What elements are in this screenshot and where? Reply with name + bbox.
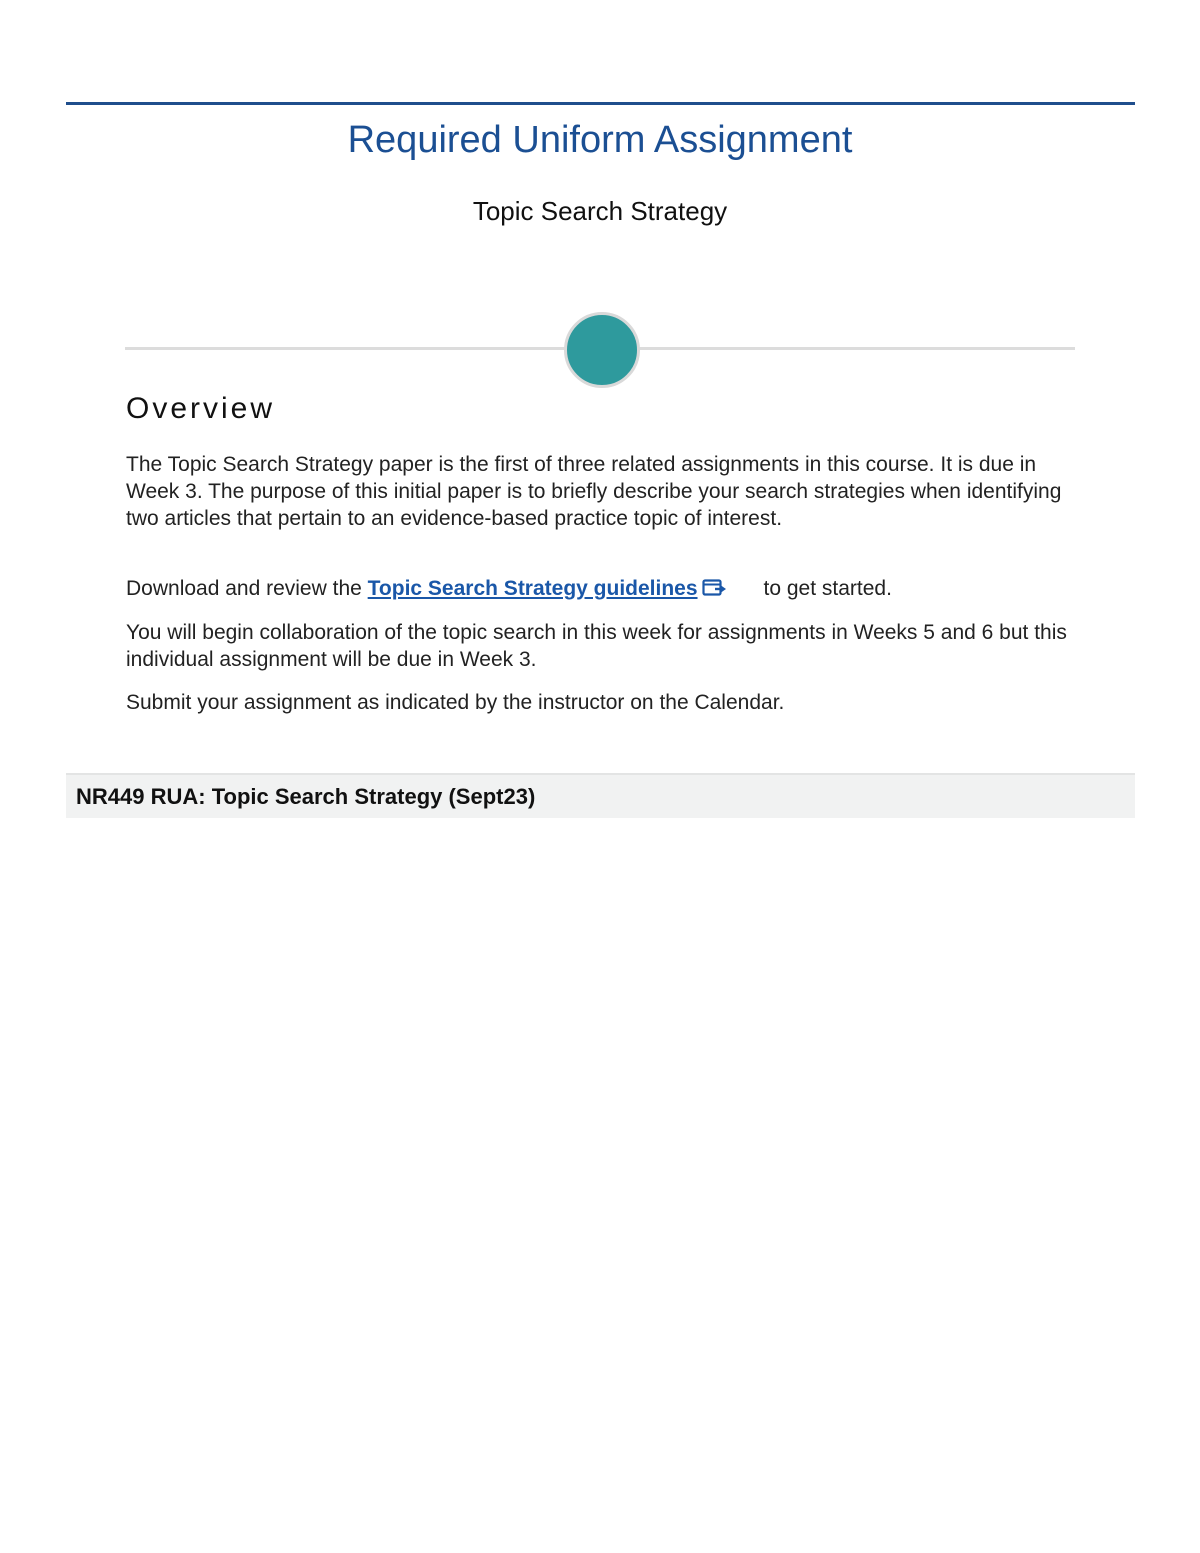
overview-paragraph-download	[126, 575, 1076, 605]
top-rule	[66, 102, 1135, 105]
overview-paragraph-collaboration: You will begin collaboration of the topic search in this week for assignments in Weeks 5 and 6 but this individual assignment will be due in Week 3.	[126, 621, 1067, 671]
overview-paragraph-intro: The Topic Search Strategy paper is the first of three related assignments in this course. It is due in Week 3. The purpose of this initial paper is to briefly describe your search strategies when identifying two articles that pertain to an evidence-based practice topic of interest.	[126, 453, 1062, 530]
external-link-icon[interactable]	[702, 578, 728, 605]
rubric-title: NR449 RUA: Topic Search Strategy (Sept23)	[76, 784, 536, 809]
page-subtitle: Topic Search Strategy	[472, 196, 728, 226]
overview-paragraph-submit: Submit your assignment as indicated by the instructor on the Calendar.	[126, 691, 785, 714]
get-started-text: to get started.	[763, 577, 892, 600]
teal-circle-icon	[564, 312, 640, 388]
guidelines-link[interactable]: Topic Search Strategy guidelines	[367, 577, 698, 600]
rubric-header	[66, 773, 1135, 818]
download-text: Download and review the	[126, 577, 368, 600]
overview-heading: Overview	[126, 392, 276, 425]
page-title: Required Uniform Assignment	[347, 119, 853, 161]
